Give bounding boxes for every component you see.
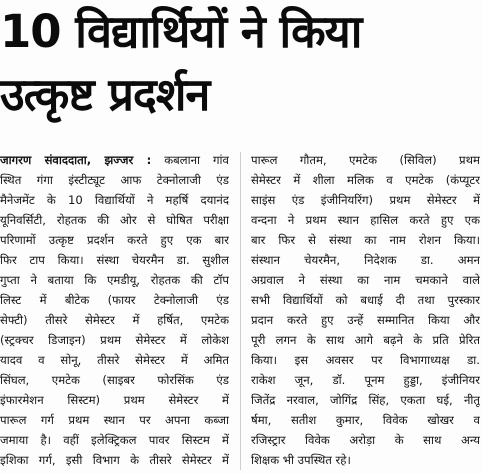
article-line: संस्थान चेयरमैन, निदेशक डा. अमन xyxy=(251,253,480,267)
article-line: बार फिर से संस्था का नाम रोशन किया। xyxy=(251,233,480,247)
article-line: इशिका गर्ग, इसी विभाग के तीसरे सेमेस्टर में xyxy=(0,453,229,467)
article-line: पारूल गौतम, एमटेक (सिविल) प्रथम xyxy=(251,153,480,167)
article-line: सिंघल, एमटेक (साइबर फोरसिंक एंड xyxy=(0,373,229,387)
article-line: फिर टाप किया। संस्था चेयरमैन डा. सुशील xyxy=(0,253,229,267)
article-line: राकेश जून, डॉ. पूनम हुड्डा, इंजीनियर xyxy=(251,373,480,387)
article-line: यूनिवर्सिटी, रोहतक की ओर से घोषित परीक्षा xyxy=(0,213,229,227)
article-line: पारूल गर्ग प्रथम स्थान पर अपना कब्जा xyxy=(0,413,229,427)
article-line: जमाया है। वहीं इलेक्ट्रिकल पावर सिस्टम में xyxy=(0,433,229,447)
article-line: सेफ्टी) तीसरे सेमेस्टर में हर्षित, एमटेक xyxy=(0,313,229,327)
article-line: जागरण संवाददाता, झज्जर : कबलाना गांव xyxy=(0,153,229,167)
article-line: सभी विद्यार्थियों को बधाई दी तथा पुरस्कार xyxy=(251,293,480,307)
article-line: गुप्ता ने बताया कि एमडीयू, रोहतक की टॉप xyxy=(0,273,229,287)
article-line: (स्ट्रक्चर डिजाइन) प्रथम सेमेस्टर में लोकेश xyxy=(0,333,229,347)
article-line: रजिस्ट्रार विवेक अरोड़ा के साथ अन्य xyxy=(251,433,480,447)
article-line: यादव व सोनू, तीसरे सेमेस्टर में अमित xyxy=(0,353,229,367)
article-line: पूरी लगन के साथ आगे बढ़ने के प्रति प्रेरित xyxy=(251,333,480,347)
article-column-left xyxy=(0,150,229,470)
article-line: प्रदान करते हुए उन्हें सम्मानित किया और xyxy=(251,313,480,327)
article-line: इंफारमेशन सिस्टम) प्रथम सेमेस्टर में xyxy=(0,393,229,407)
byline: जागरण संवाददाता, झज्जर : xyxy=(0,153,152,167)
article-line: परिणामों उत्कृष्ट प्रदर्शन करते हुए एक बार xyxy=(0,233,229,247)
column-divider xyxy=(240,152,241,470)
article-line: सेमेस्टर में शीला मलिक व एमटेक (कंप्यूटर xyxy=(251,173,480,187)
article-line: जितेंद्र नरवाल, जोगिंद्र सिंह, एकता घई, नीतू xyxy=(251,393,480,407)
article-line: साइंस एंड इंजीनियरिंग) प्रथम सेमेस्टर में xyxy=(251,193,480,207)
article-line: अग्रवाल ने संस्था का नाम चमकाने वाले xyxy=(251,273,480,287)
headline-line-2: उत्कृष्ट प्रदर्शन xyxy=(0,68,210,121)
article-line: किया। इस अवसर पर विभागाध्यक्ष डा. xyxy=(251,353,480,367)
article-line: र्षमा, सतीश कुमार, विवेक खोखर व xyxy=(251,413,480,427)
article-line: स्थित गंगा इंस्टीट्यूट आफ टेक्नोलाजी एंड xyxy=(0,173,229,187)
article-line: मैनेजमेंट के 10 विद्यार्थियों ने महर्षि दयानंद xyxy=(0,193,229,207)
article-line: वन्दना ने प्रथम स्थान हासिल करते हुए एक xyxy=(251,213,480,227)
article-column-right xyxy=(251,150,480,470)
article-line: लिस्ट में बीटेक (फायर टेक्नोलाजी एंड xyxy=(0,293,229,307)
article-line: शिक्षक भी उपस्थित रहे। xyxy=(251,453,351,467)
headline-line-1: 10 विद्यार्थियों ने किया xyxy=(0,5,362,58)
